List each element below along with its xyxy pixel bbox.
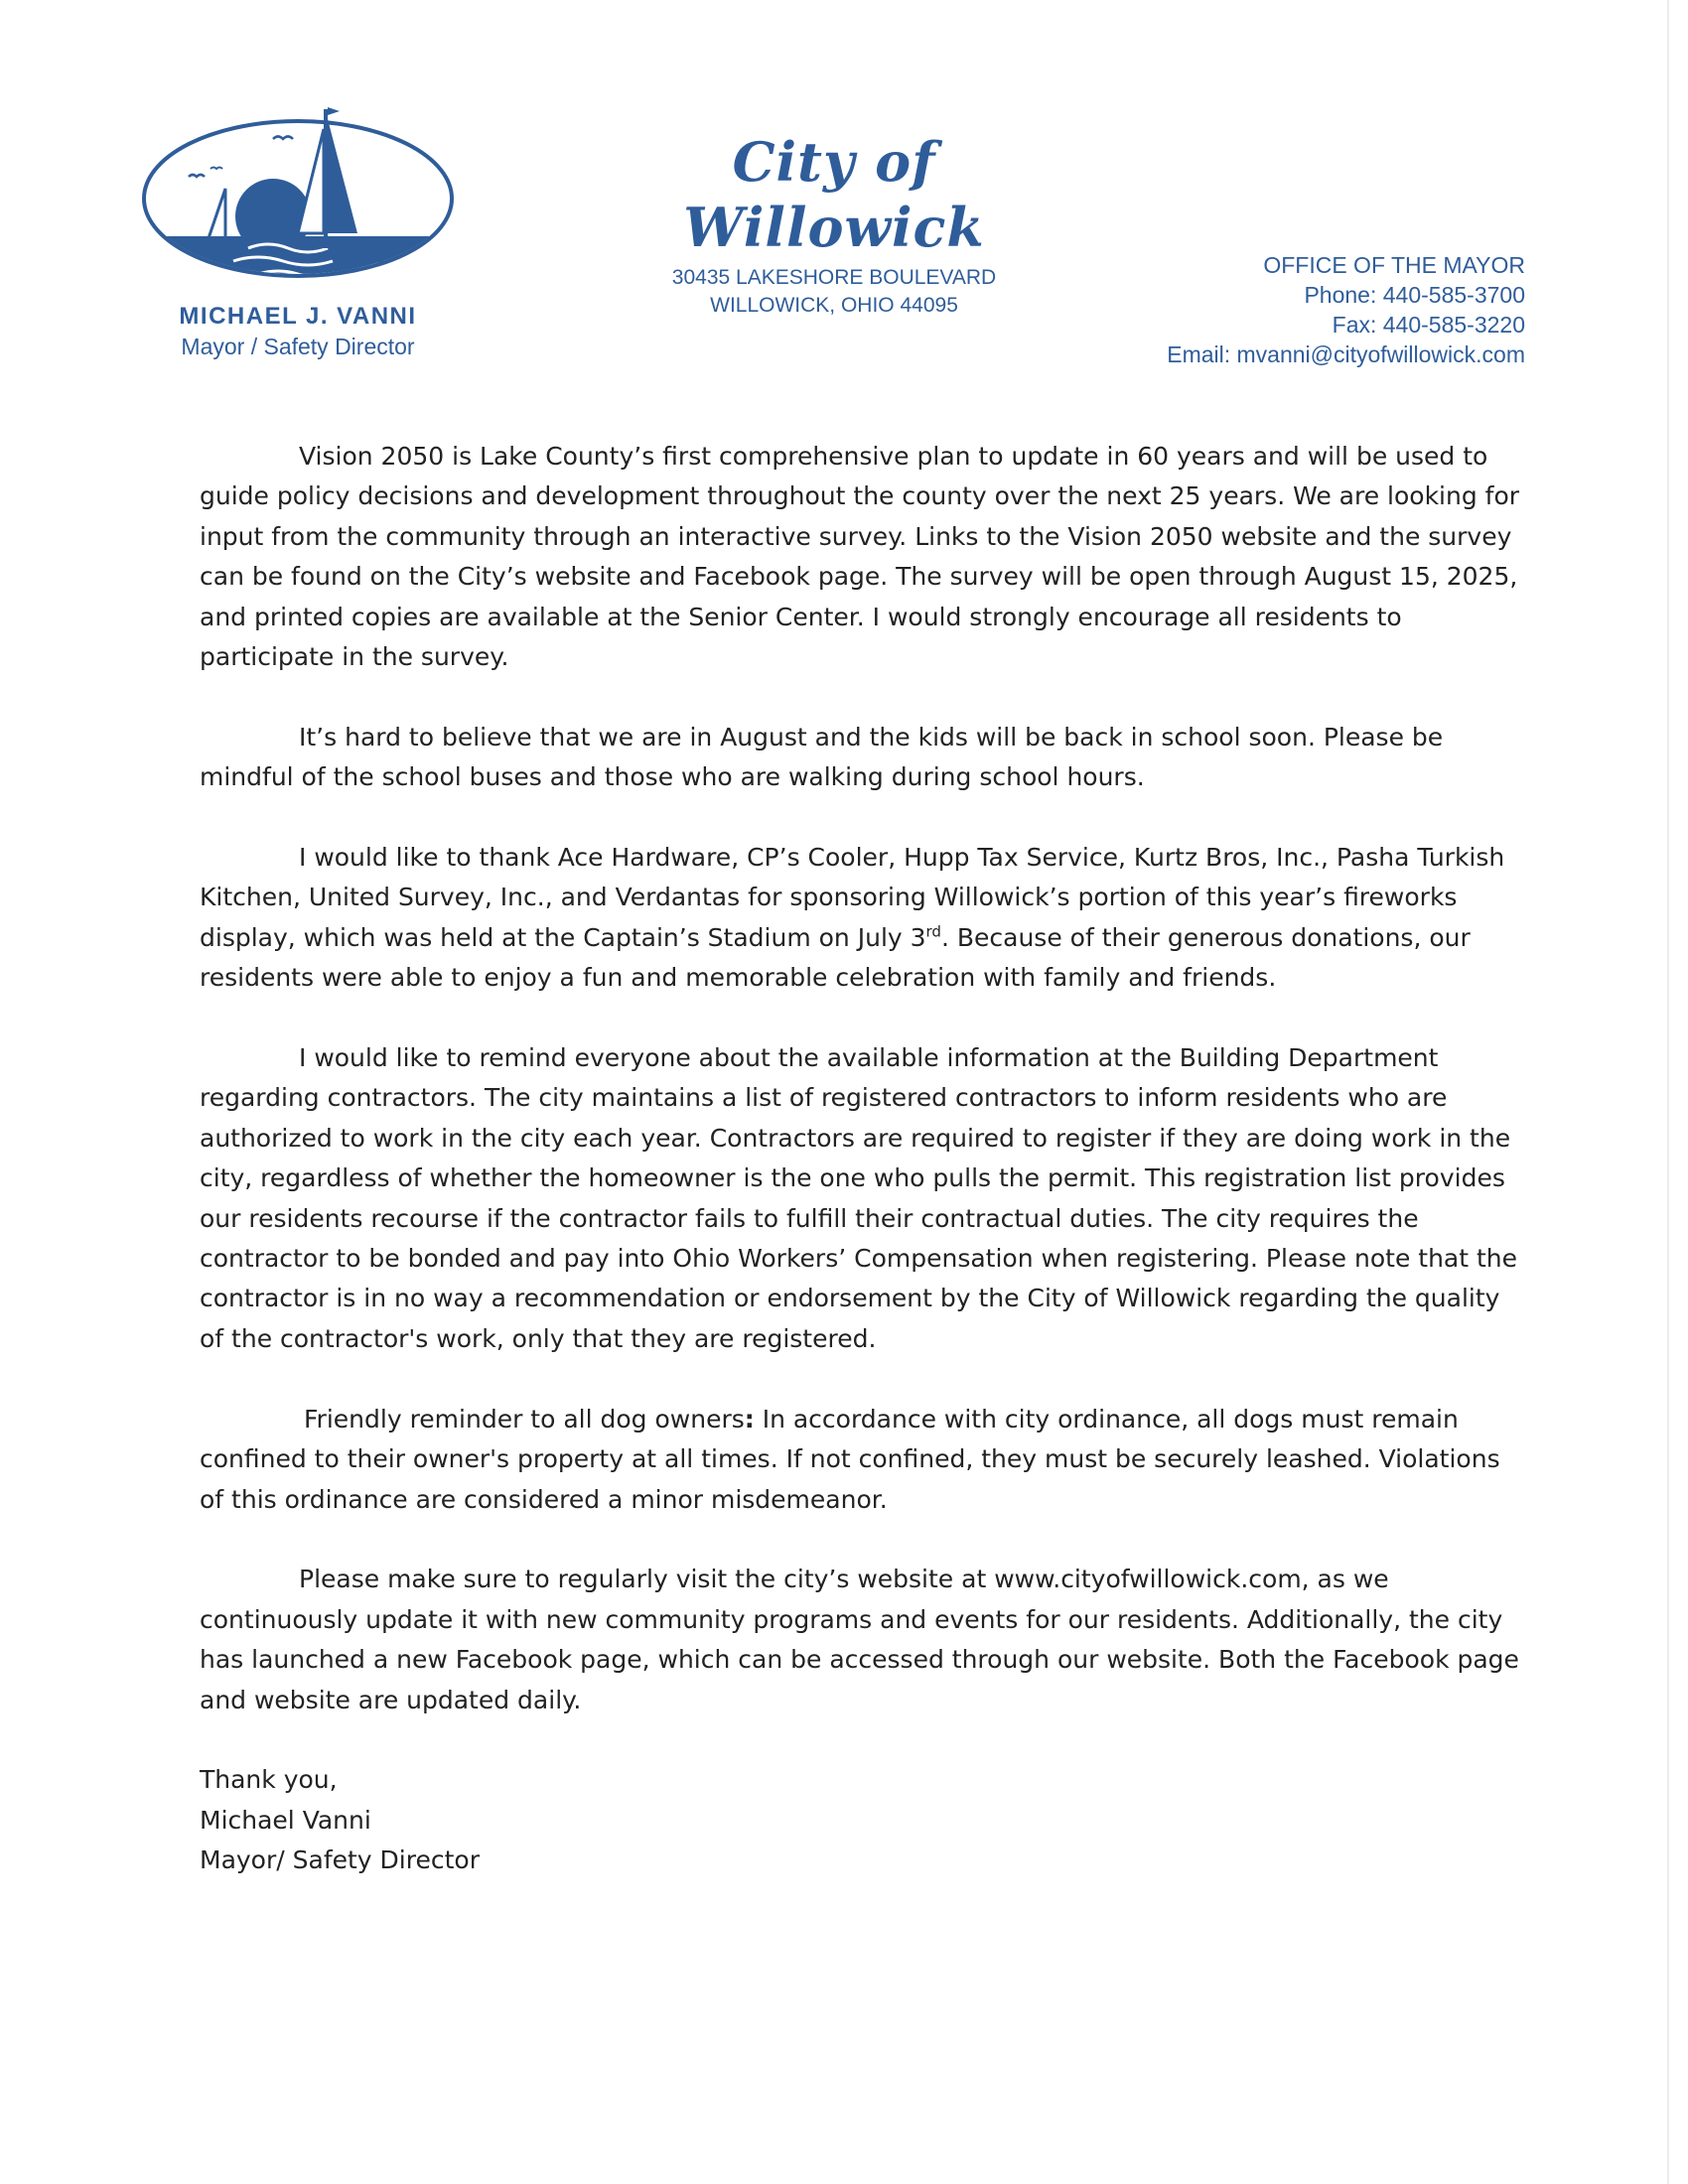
- closing-block: [200, 1760, 1530, 1880]
- paragraph-dog-owners: [200, 1400, 1530, 1520]
- office-contact-block: [1092, 250, 1525, 369]
- phone-number: Phone: 440-585-3700: [1304, 282, 1525, 308]
- fireworks-text-start: I would like to thank Ace Hardware, CP’s Cooler, Hupp Tax Service, Kurtz Bros, Inc., Pasha Turkish Kitchen, United Survey, Inc., and Verdantas for sponsoring Willowick’s portion of this year’s fireworks display, which was held at the Captain’s Stadium on July 3: [200, 843, 1505, 952]
- office-label: OFFICE OF THE MAYOR: [1263, 252, 1525, 278]
- dog-reminder-text: In accordance with city ordinance, all dogs must remain confined to their owner's property at all times. If not confined, they must be securely leashed. Violations of this ordinance are considered a minor misdemeanor.: [200, 1404, 1500, 1514]
- paragraph-vision-2050: Vision 2050 is Lake County’s first comprehensive plan to update in 60 years and will be used to guide policy decisions and development throughout the county over the next 25 years. We are looking for input from the community through an interactive survey. Links to the Vision 2050 website and the survey can be found on the City’s website and Facebook page. The survey will be open through August 15, 2025, and printed copies are available at the Senior Center. I would strongly encourage all residents to participate in the survey.: [200, 442, 1520, 672]
- fax-number: Fax: 440-585-3220: [1332, 312, 1525, 338]
- fireworks-text-end: . Because of their generous donations, our residents were able to enjoy a fun and memorable celebration with family and friends.: [200, 922, 1471, 993]
- letter-body: [200, 437, 1530, 1881]
- dog-reminder-colon: :: [744, 1404, 755, 1433]
- closing-salutation: Thank you,: [200, 1765, 338, 1795]
- address-line-2: WILLOWICK, OHIO 44095: [710, 294, 958, 317]
- paragraph-website: Please make sure to regularly visit the city’s website at www.cityofwillowick.com, as we continuously update it with new community programs and events for our residents. Additionally, the city has launched a new Facebook page, which can be accessed through our website. Both the Facebook page and website are updated daily.: [200, 1565, 1519, 1714]
- dog-reminder-lead: Friendly reminder to all dog owners: [304, 1404, 745, 1433]
- mayor-signature-block: [129, 302, 467, 361]
- city-header: [596, 129, 1072, 320]
- closing-title: Mayor/ Safety Director: [200, 1845, 480, 1875]
- mayor-title: Mayor / Safety Director: [181, 334, 415, 359]
- mayor-name: MICHAEL J. VANNI: [179, 303, 417, 330]
- city-name: City of Willowick: [683, 130, 985, 259]
- paragraph-school: It’s hard to believe that we are in August and the kids will be back in school soon. Please be mindful of the school buses and those who are walking during school hours.: [200, 722, 1444, 792]
- address-line-1: 30435 LAKESHORE BOULEVARD: [671, 266, 997, 289]
- email-address: Email: mvanni@cityofwillowick.com: [1167, 341, 1525, 367]
- sailboat-sun-logo-icon: [139, 99, 457, 298]
- paragraph-fireworks: [200, 838, 1530, 999]
- ordinal-suffix: rd: [925, 922, 941, 941]
- closing-name: Michael Vanni: [200, 1805, 371, 1835]
- scan-edge-line: [1667, 0, 1669, 2184]
- paragraph-contractors: I would like to remind everyone about the available information at the Building Department regarding contractors. The city maintains a list of registered contractors to inform residents who are authorized to work in the city each year. Contractors are required to register if they are doing work in the city, regardless of whether the homeowner is the one who pulls the permit. This registration list provides our residents recourse if the contractor fails to fulfill their contractual duties. The city requires the contractor to be bonded and pay into Ohio Workers’ Compensation when registering. Please note that the contractor is in no way a recommendation or endorsement by the City of Willowick regarding the quality of the contractor's work, only that they are registered.: [200, 1043, 1518, 1353]
